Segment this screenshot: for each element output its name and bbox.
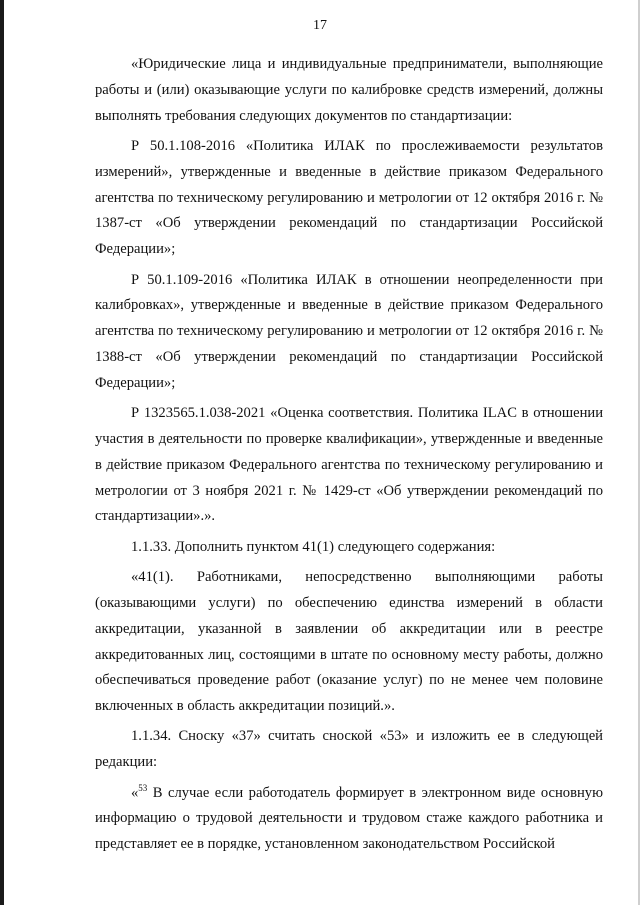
paragraph-footnote-53 bbox=[95, 781, 603, 858]
page-number: 17 bbox=[313, 18, 327, 33]
footnote-text: В случае если работодатель формирует в электронном виде основную информацию о трудовой деятельности и трудовом стаже каждого работника и представляет ее в порядке, установленном законодательством Российской bbox=[95, 784, 603, 853]
paragraph-item-1-1-34: 1.1.34. Сноску «37» считать сноской «53» и изложить ее в следующей редакции: bbox=[95, 728, 603, 771]
paragraph-standard-038: Р 1323565.1.038-2021 «Оценка соответствия. Политика ILAC в отношении участия в деятельности по проверке квалификации», утвержденные и введенные в действие приказом Федерального агентства по техническому регулированию и метрологии от 3 ноября 2021 г. № 1429-ст «Об утверждении рекомендаций по стандартизации».». bbox=[95, 405, 603, 525]
document-body bbox=[95, 52, 603, 858]
paragraph-intro: «Юридические лица и индивидуальные предприниматели, выполняющие работы и (или) оказывающие услуги по калибровке средств измерений, должны выполнять требования следующих документов по стандартизации: bbox=[95, 56, 603, 124]
scan-edge-left bbox=[0, 0, 4, 905]
paragraph-item-1-1-33: 1.1.33. Дополнить пунктом 41(1) следующего содержания: bbox=[131, 538, 496, 555]
paragraph-standard-109: Р 50.1.109-2016 «Политика ИЛАК в отношении неопределенности при калибровках», утвержденные и введенные в действие приказом Федерального агентства по техническому регулированию и метрологии от 12 октября 2016 г. № 1388-ст «Об утверждении рекомендаций по стандартизации Российской Федерации»; bbox=[95, 271, 603, 391]
paragraph-item-41-1: «41(1). Работниками, непосредственно выполняющими работы (оказывающими услуги) по обеспечению единства измерений в области аккредитации, указанной в заявлении об аккредитации или в реестре аккредитованных лиц, состоящими в штате по основному месту работы, должно обеспечиваться проведение работ (оказание услуг) по не менее чем половине включенных в область аккредитации позиций.». bbox=[95, 569, 603, 715]
paragraph-standard-108: Р 50.1.108-2016 «Политика ИЛАК по прослеживаемости результатов измерений», утвержденные и введенные в действие приказом Федерального агентства по техническому регулированию и метрологии от 12 октября 2016 г. № 1387-ст «Об утверждении рекомендаций по стандартизации Российской Федерации»; bbox=[95, 137, 603, 258]
footnote-open-quote: « bbox=[131, 784, 139, 801]
footnote-marker: 53 bbox=[138, 782, 148, 793]
